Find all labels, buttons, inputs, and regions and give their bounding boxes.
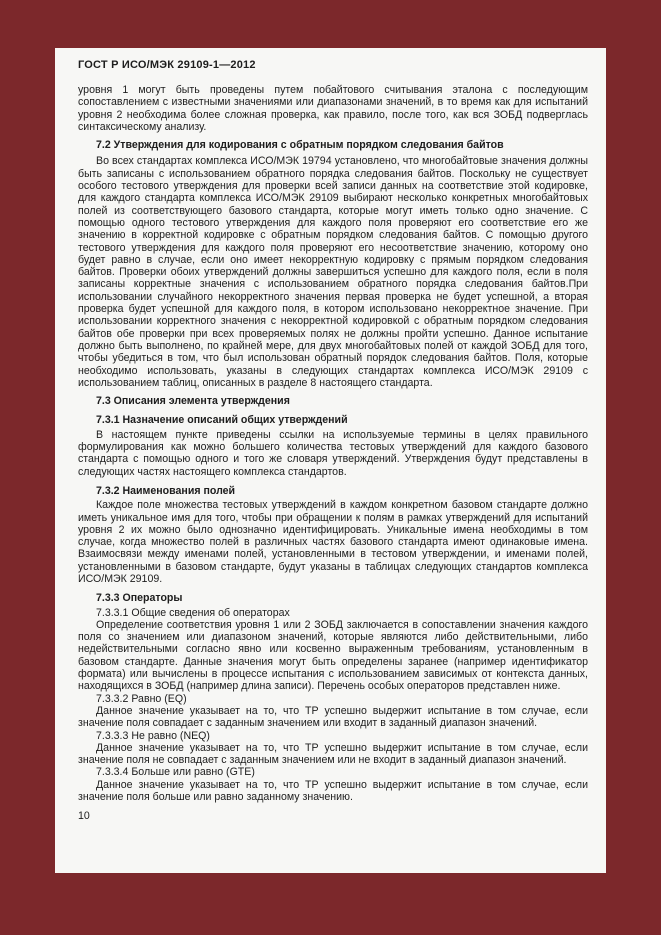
paragraph-7-3-3-1: Определение соответствия уровня 1 или 2 ЗОБД заключается в сопоставлении значения каждого поля со значением или диапазоном значений, которые являются либо действительными, либо недействительными согласно явно или косвенно выраженным требованиям, установленным в базовом стандарте. Данные значения могут быть определены заранее (например идентификатор формата) или вычислены в процессе испытания с использованием зависимых от контекста данных, находящихся в ЗОБД (например длина записи). Перечень особых операторов представлен ниже. — [78, 618, 588, 693]
page-number: 10 — [78, 810, 90, 823]
document-code-header: ГОСТ Р ИСО/МЭК 29109-1—2012 — [78, 59, 256, 71]
section-heading-7-3-3-3: 7.3.3.3 Не равно (NEQ) — [96, 729, 210, 742]
section-heading-7-3-2: 7.3.2 Наименования полей — [96, 484, 236, 497]
section-heading-7-2: 7.2 Утверждения для кодирования с обратным порядком следования байтов — [96, 139, 504, 152]
section-heading-7-3-3: 7.3.3 Операторы — [96, 592, 183, 605]
paragraph-continuation-level1: уровня 1 могут быть проведены путем побайтового считывания эталона с последующим сопоставлением с известными значениями или диапазонами значений, в то время как для испытаний уровня 2 необходима более сложная проверка, как правило, после того, как вся ЗОБД подверглась синтаксическому анализу. — [78, 84, 588, 133]
section-heading-7-3-3-1: 7.3.3.1 Общие сведения об операторах — [96, 606, 290, 619]
document-body — [78, 84, 588, 803]
section-heading-7-3-3-2: 7.3.3.2 Равно (EQ) — [96, 692, 187, 705]
section-heading-7-3: 7.3 Описания элемента утверждения — [96, 395, 290, 408]
paragraph-7-3-3-4: Данное значение указывает на то, что ТР успешно выдержит испытание в том случае, если значение поля больше или равно заданному значению. — [78, 778, 588, 804]
section-heading-7-3-1: 7.3.1 Назначение описаний общих утверждений — [96, 414, 348, 427]
paragraph-7-3-3-2: Данное значение указывает на то, что ТР успешно выдержит испытание в том случае, если значение поля совпадает с заданным значением или входит в заданный диапазон значений. — [78, 704, 588, 730]
paragraph-7-3-2: Каждое поле множества тестовых утверждений в каждом конкретном базовом стандарте должно иметь уникальное имя для того, чтобы при обращении к полям в рамках утверждений для испытаний уровня 2 их можно было однозначно идентифицировать. Уникальные имена необходимы в том случае, когда множество полей в различных частях базового стандарта имеют одинаковые имена. Взаимосвязи между именами полей, установленными в тестовом утверждении, и именами полей, установленными в базовом стандарте, будут указаны в таблицах следующих стандартов комплекса ИСО/МЭК 29109. — [78, 499, 588, 585]
section-heading-7-3-3-4: 7.3.3.4 Больше или равно (GTE) — [96, 766, 255, 779]
paragraph-7-2: Во всех стандартах комплекса ИСО/МЭК 19794 установлено, что многобайтовые значения должны быть записаны с использованием обратного порядка следования байтов. Поскольку не существует особого тестового утверждения для проверки всей записи данных на соответствие этой кодировке, для каждого стандарта комплекса ИСО/МЭК 29109 выбирают несколько конкретных многобайтовых полей из соответствующего базового стандарта, которые могут иметь только одно значение. С помощью одного тестового утверждения для каждого поля проверяют его соответствие его же значению в корректной кодировке с обратным порядком следования байтов. С помощью другого тестового утверждения для каждого поля проверяют его несоответствие значению, которому оно будет равно в случае, если оно имеет некорректную кодировку с прямым порядком следования байтов. Проверки обоих утверждений должны завершиться успешно для каждого поля, если в поля записаны корректные значения с использованием обратного порядка следования байтов.При использовании случайного некорректного значения первая проверка не будет успешной, а вторая проверка будет успешной для каждого поля, в котором использовано некорректное значение. При использовании корректного значения с некорректной кодировкой с обратным порядком следования байтов обе проверки при всех проверяемых полях не должны пройти успешно. Данное испытание должно быть выполнено, по крайней мере, для двух многобайтовых полей от каждой ЗОБД для того, чтобы убедиться в том, что был использован обратный порядок следования байтов. Поля, которые необходимо использовать, указаны в следующих стандартах комплекса ИСО/МЭК 29109 с использованием таблиц, описанных в разделе 8 настоящего стандарта. — [78, 155, 588, 389]
document-page — [55, 48, 606, 873]
paragraph-7-3-1: В настоящем пункте приведены ссылки на используемые термины в целях правильного формулирования как можно большего количества тестовых утверждений для каждого базового стандарта с помощью одного и того же словаря утверждений. Утверждения будут представлены в следующих частях настоящего комплекса стандартов. — [78, 428, 588, 478]
paragraph-7-3-3-3: Данное значение указывает на то, что ТР успешно выдержит испытание в том случае, если значение поля не совпадает с заданным значением или не входит в заданный диапазон значений. — [78, 741, 588, 767]
